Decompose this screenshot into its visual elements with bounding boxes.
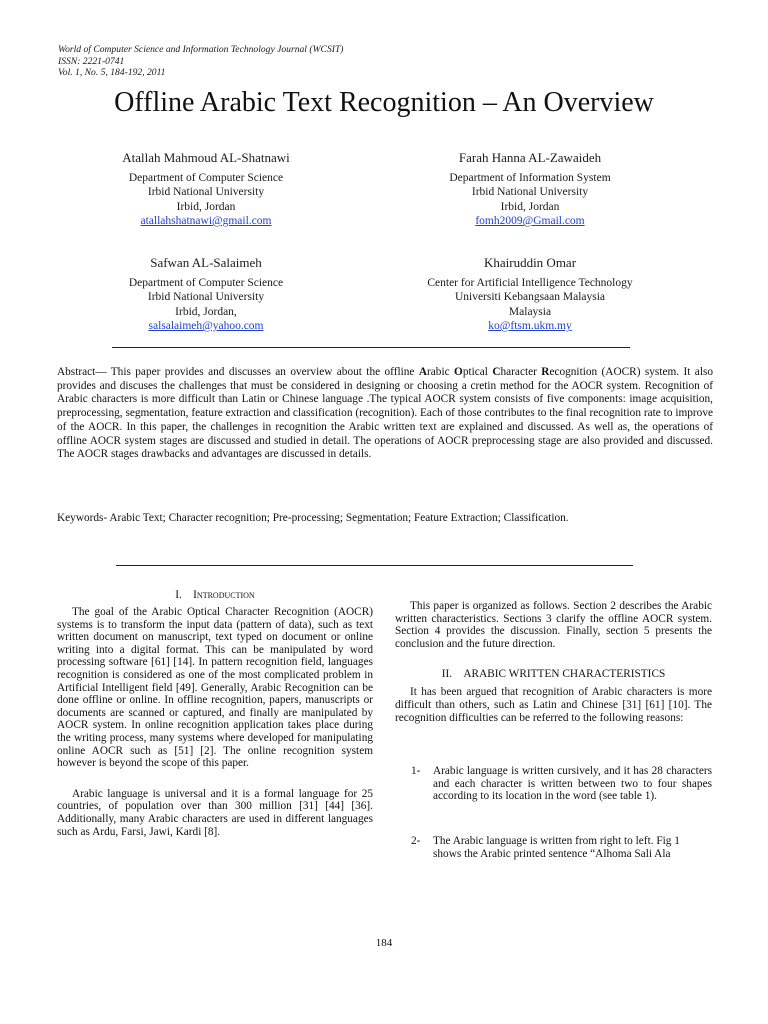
author-name: Farah Hanna AL-Zawaideh	[458, 150, 602, 165]
characteristics-paragraph: It has been argued that recognition of Arabic characters is more difficult than others, such as Latin and Chinese [31] [61] [10]. The recognition difficulties can be referred to the following reasons:	[395, 686, 712, 724]
paper-title: Offline Arabic Text Recognition – An Overview	[114, 87, 654, 118]
author-inst: Irbid National University	[471, 186, 589, 198]
author-email-link[interactable]: fomh2009@Gmail.com	[475, 215, 585, 227]
keywords-separator	[116, 565, 633, 566]
heading-text: ARABIC WRITTEN CHARACTERISTICS	[463, 668, 666, 681]
journal-name: World of Computer Science and Information Technology Journal (WCSIT)	[58, 44, 344, 55]
intro-paragraph-2: Arabic language is universal and it is a formal language for 25 countries, of population over than 300 million [31] [44] [36]. Additionally, many Arabic characters are used in different languages such as Ardu, Farsi, Jawi, Kardi [8].	[57, 787, 373, 838]
author-dept: Department of Computer Science	[128, 276, 284, 289]
abstract-label: Abstract—	[57, 366, 107, 378]
author-location: Irbid, Jordan	[176, 200, 236, 213]
intro-paragraph-1: The goal of the Arabic Optical Character Recognition (AOCR) systems is to transform the input data (pattern of data), such as text written document on manuscript, text typed on document or online writing into a digital format. This can be manipulated by word processing software [61] [14]. In pattern recognition field, languages recognition is considered as one of the most complicated problem in Artificial Intelligent field [49]. Generally, Arabic Recognition can be done offline or online. In offline recognition, papers, manuscripts or documents are scanned or captured, and finally are manipulated by AOCR system. In online recognition application takes place during the writing process, many systems where developed for manipulating online AOCR such as [51] [2]. The online recognition system however is beyond the scope of this paper.	[57, 606, 373, 770]
journal-header	[58, 44, 343, 79]
list-text-continued: shows the Arabic printed sentence “Alhoma Sali Ala	[433, 847, 671, 860]
page-number: 184	[375, 937, 393, 949]
list-text: Arabic language is written cursively, and it has 28 characters and each character is written between two to four shapes according to its location in the word (see table 1).	[433, 765, 712, 803]
keywords: Keywords- Arabic Text; Character recognition; Pre-processing; Segmentation; Feature Extraction; Classification.	[57, 512, 569, 524]
author-dept: Department of Information System	[449, 171, 611, 184]
section-heading-characteristics	[395, 667, 712, 681]
journal-issn: ISSN: 2221-0741	[58, 55, 125, 67]
author-block-3	[56, 256, 356, 334]
heading-number: I.	[175, 589, 182, 601]
author-inst: Irbid National University	[147, 291, 265, 303]
abstract: Abstract— This paper provides and discusses an overview about the offline Arabic Optical Character Recognition (AOCR) system. It also provides and discuses the challenges that must be considered in designing or choosing a cretin method for the AOCR system. Recognition of Arabic characters is more difficult than Latin or Chinese language .The typical AOCR system consists of five components: image acquisition, preprocessing, segmentation, feature extraction and classification (recognition). Each of those contributes to the final recognition rate to improve of the AOCR. In this paper, the challenges in recognition the Arabic written text are explained and discussed. As well as, the operations of offline AOCR system stages are discussed and studied in detail. The operations of AOCR preprocessing stage are also provided and discussed. The AOCR stages drawbacks and advantages are discussed in details.	[57, 366, 713, 461]
author-inst: Universiti Kebangsaan Malaysia	[454, 291, 606, 303]
organization-paragraph: This paper is organized as follows. Section 2 describes the Arabic written characteristics. Sections 3 clarify the offline AOCR system. Section 4 provides the discussion. Finally, section 5 presents the conclusion and the future direction.	[395, 600, 712, 650]
author-dept: Center for Artificial Intelligence Technology	[427, 276, 633, 289]
author-location: Malaysia	[508, 305, 552, 318]
list-number: 2-	[411, 834, 421, 847]
heading-number: II.	[441, 668, 453, 681]
author-email-link[interactable]: atallahshatnawi@gmail.com	[140, 215, 272, 227]
author-dept: Department of Computer Science	[128, 171, 284, 184]
author-name: Khairuddin Omar	[483, 255, 577, 270]
author-inst: Irbid National University	[147, 186, 265, 198]
list-number: 1-	[411, 765, 421, 778]
author-block-2	[380, 151, 680, 229]
author-separator	[112, 347, 630, 348]
section-heading-introduction	[57, 588, 373, 602]
right-column	[395, 600, 712, 860]
author-name: Safwan AL-Salaimeh	[150, 255, 262, 270]
list-item	[395, 835, 712, 860]
author-name: Atallah Mahmoud AL-Shatnawi	[122, 150, 290, 165]
list-item	[395, 765, 712, 803]
list-text: The Arabic language is written from right to left. Fig 1	[433, 834, 680, 847]
author-email-link[interactable]: ko@ftsm.ukm.my	[488, 320, 572, 332]
author-location: Irbid, Jordan	[500, 200, 560, 213]
author-location: Irbid, Jordan,	[175, 305, 237, 318]
author-block-4	[380, 256, 680, 334]
journal-volume: Vol. 1, No. 5, 184-192, 2011	[58, 67, 166, 78]
left-column	[57, 606, 373, 838]
author-email-link[interactable]: salsalaimeh@yahoo.com	[148, 320, 264, 332]
heading-text: Introduction	[193, 589, 255, 601]
author-block-1	[56, 151, 356, 229]
